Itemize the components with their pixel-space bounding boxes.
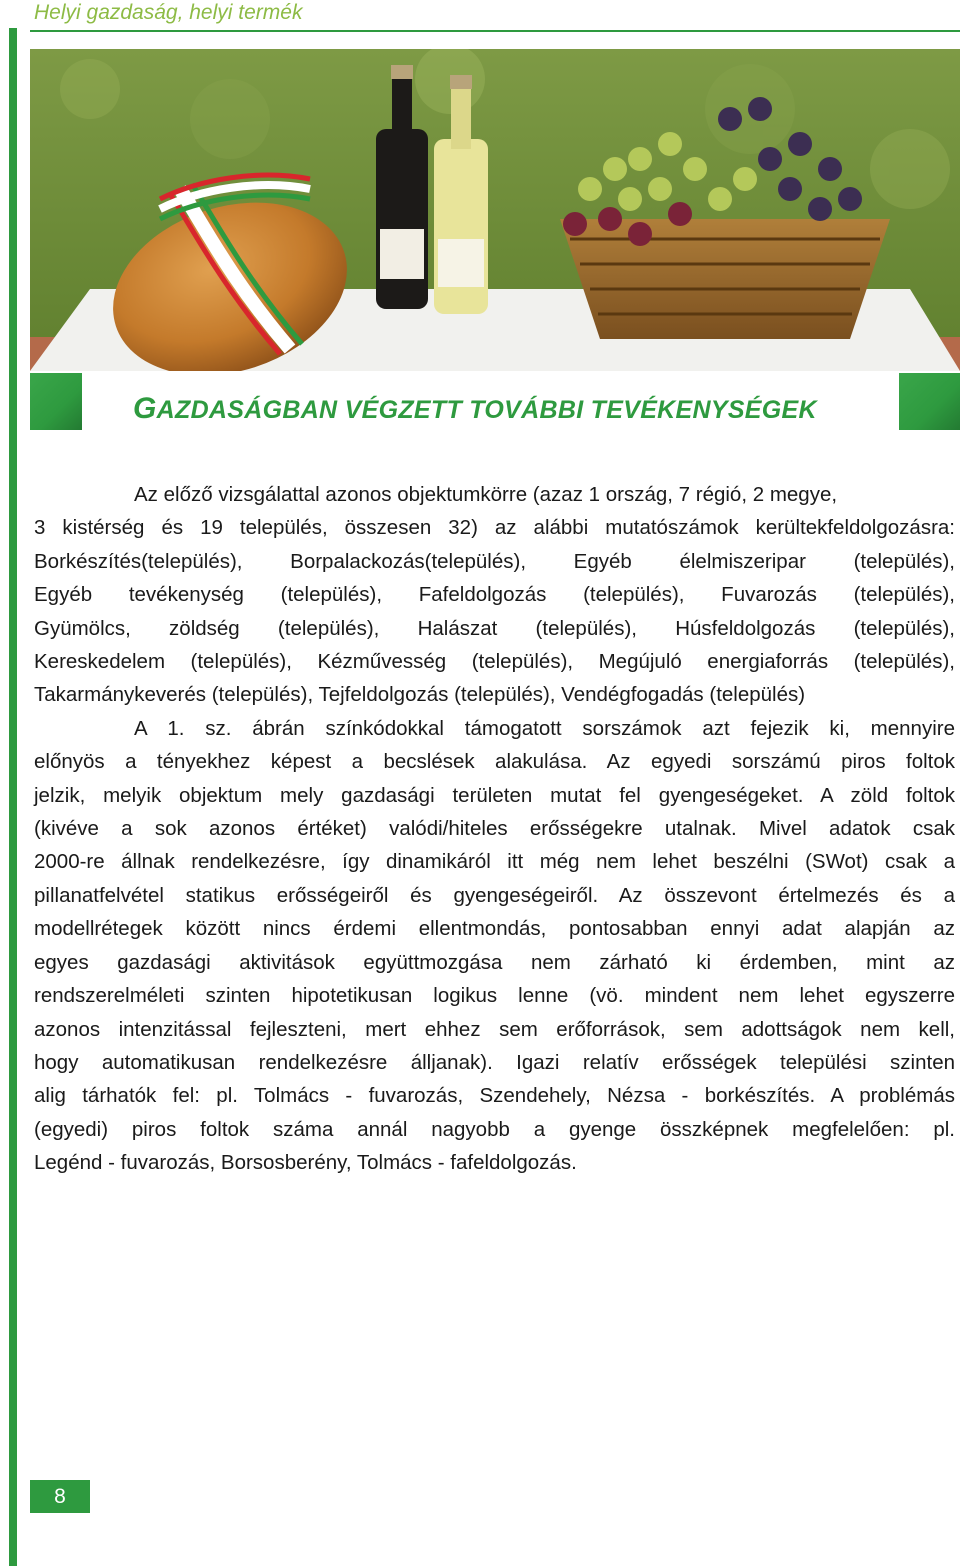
p2-line-9: rendszerelméleti szinten hipotetikusan logikus lenne (vö. mindent nem lehet egyszerre — [34, 984, 955, 1008]
p2-line-7: modellrétegek között nincs érdemi ellentmondás, pontosabban ennyi adat alapján az — [34, 917, 955, 941]
section-title — [133, 392, 817, 426]
p2-line-3: jelzik, melyik objektum mely gazdasági területen mutat fel gyengeségeket. A zöld foltok — [34, 783, 955, 807]
p2-line-12: alig tárhatók fel: pl. Tolmács - fuvarozás, Szendehely, Nézsa - borkészítés. A problémás — [34, 1084, 955, 1108]
running-head: Helyi gazdaság, helyi termék — [34, 1, 303, 24]
p2-line-6: pillanatfelvétel statikus erősségeiről és gyengeségeiről. Az összevont értelmezés és a — [34, 883, 955, 907]
p2-line-10: azonos intenzitással fejleszteni, mert ehhez sem erőforrások, sem adottságok nem kell, — [34, 1017, 955, 1041]
p2-line-1: A 1. sz. ábrán színkódokkal támogatott sorszámok azt fejezik ki, mennyire — [134, 716, 955, 740]
p1-line-3: Borkészítés(település), Borpalackozás(település), Egyéb élelmiszeripar (település), — [34, 549, 955, 573]
p1-line-6: Kereskedelem (település), Kézművesség (település), Megújuló energiaforrás (település), — [34, 650, 955, 674]
p2-line-11: hogy automatikusan rendelkezésre álljanak). Igazi relatív erősségek települési szinten — [34, 1050, 955, 1074]
section-title-rest: AZDASÁGBAN VÉGZETT TOVÁBBI TEVÉKENYSÉGEK — [156, 396, 817, 424]
side-accent-bar — [9, 28, 17, 1566]
p2-line-5: 2000-re állnak rendelkezésre, így dinamikáról itt még nem lehet beszélni (SWot) csak a — [34, 850, 955, 874]
p2-line-14: Legénd - fuvarozás, Borsosberény, Tolmács - fafeldolgozás. — [34, 1151, 577, 1175]
p1-line-4: Egyéb tevékenység (település), Fafeldolgozás (település), Fuvarozás (település), — [34, 583, 955, 607]
green-square-left — [30, 373, 82, 430]
p1-line-5: Gyümölcs, zöldség (település), Halászat (település), Húsfeldolgozás (település), — [34, 616, 955, 640]
section-title-cap: G — [133, 392, 157, 425]
p2-line-2: előnyös a tényekhez képest a becslések alakulása. Az egyedi sorszámú piros foltok — [34, 750, 955, 774]
top-rule — [30, 30, 960, 32]
page-number: 8 — [30, 1480, 90, 1513]
product-photo — [30, 49, 960, 371]
p2-line-13: (egyedi) piros foltok száma annál nagyobb a gyenge összképnek megfelelően: pl. — [34, 1117, 955, 1141]
p2-line-8: egyes gazdasági aktivitások együttmozgása nem zárható ki érdemben, mint az — [34, 950, 955, 974]
p1-line-7: Takarmánykeverés (település), Tejfeldolgozás (település), Vendégfogadás (település) — [34, 683, 806, 707]
photo-illustration — [30, 49, 960, 371]
green-square-right — [899, 373, 960, 430]
p1-line-1: Az előző vizsgálattal azonos objektumkörre (azaz 1 ország, 7 régió, 2 megye, — [134, 483, 838, 506]
p1-line-2: 3 kistérség és 19 település, összesen 32) az alábbi mutatószámok kerültekfeldolgozásra: — [34, 516, 955, 540]
p2-line-4: (kivéve a sok azonos értéket) valódi/hiteles erősségekre utalnak. Mivel adatok csak — [34, 817, 955, 841]
body-text — [34, 478, 955, 1180]
